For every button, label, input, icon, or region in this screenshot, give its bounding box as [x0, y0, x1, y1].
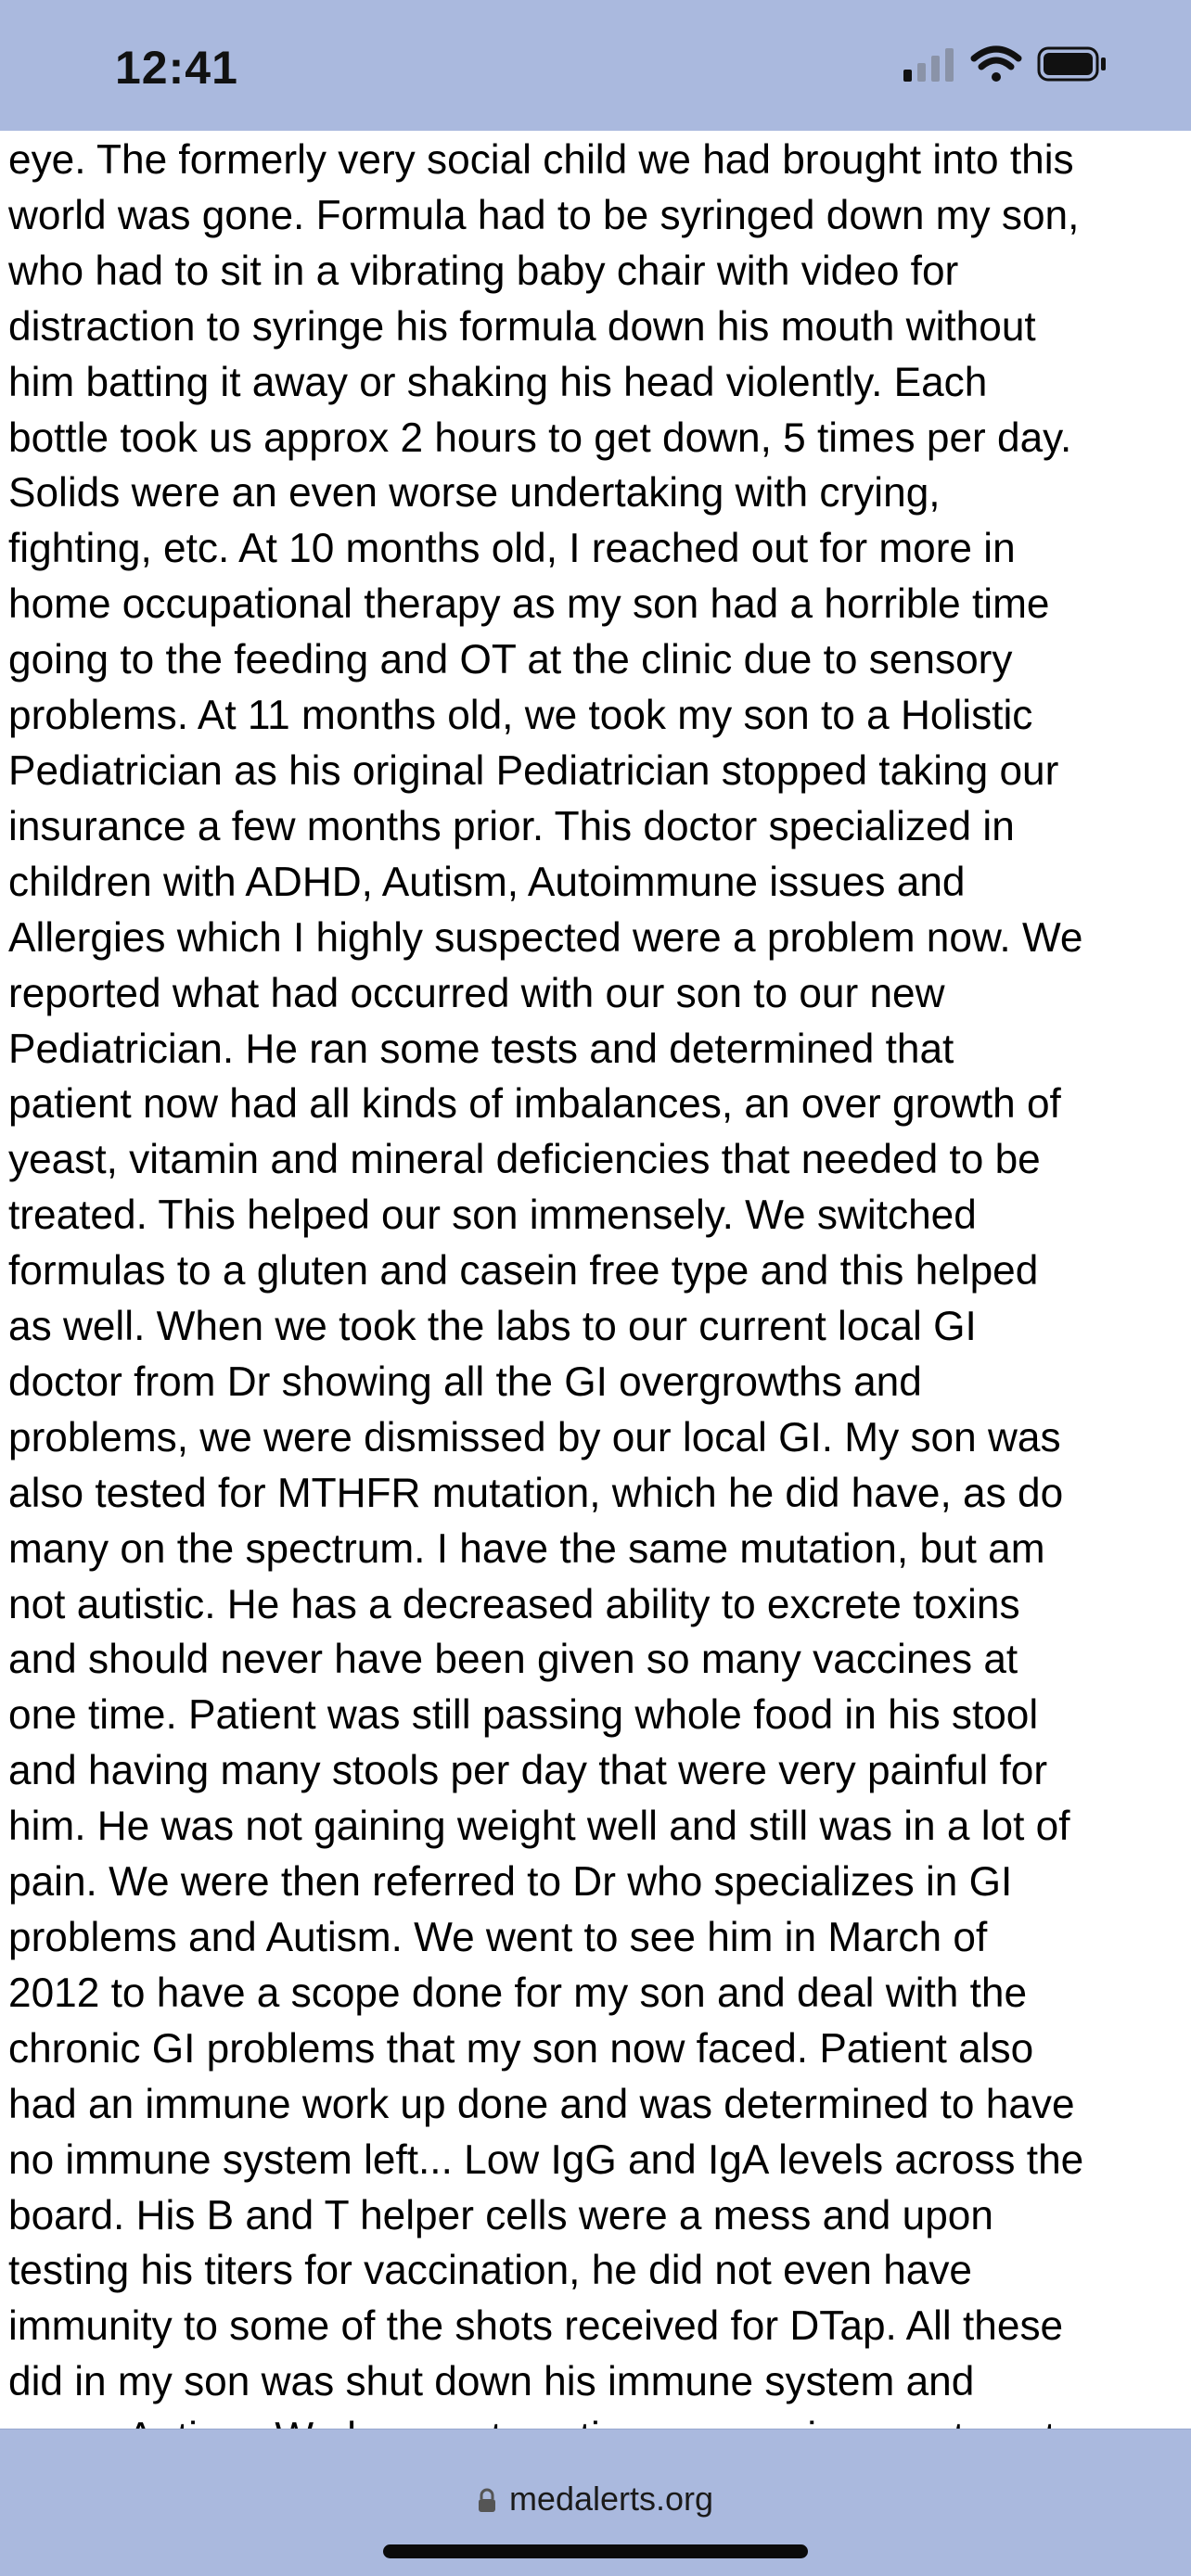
article-content — [0, 131, 1191, 2429]
article-text: eye. The formerly very social child we had brought into this world was gone. Formula had to be syringed down my son, who had to sit in a vibrating baby chair with video for distraction to syringe his formula down his mouth without him batting it away or shaking his head violently. Each bottle took us approx 2 hours to get down, 5 times per day. Solids were an even worse undertaking with crying, fighting, etc. At 10 months old, I reached out for more in home occupational therapy as my son had a horrible time going to the feeding and OT at the clinic due to sensory problems. At 11 months old, we took my son to a Holistic Pediatrician as his original Pediatrician stopped taking our insurance a few months prior. This doctor specialized in children with ADHD, Autism, Autoimmune issues and Allergies which I highly suspected were a problem now. We reported what had occurred with our son to our new Pediatrician. He ran some tests and determined that patient now had all kinds of imbalances, an over growth of yeast, vitamin and mineral deficiencies that needed to be treated. This helped our son immensely. We switched formulas to a gluten and casein free type and this helped as well. When we took the labs to our current local GI doctor from Dr showing all the GI overgrowths and problems, we were dismissed by our local GI. My son was also tested for MTHFR mutation, which he did have, as do many on the spectrum. I have the same mutation, but am not autistic. He has a decreased ability to excrete toxins and should never have been given so many vaccines at one time. Patient was still passing whole food in his stool and having many stools per day that were very painful for him. He was not gaining weight well and still was in a lot of pain. We were then referred to Dr who specializes in GI problems and Autism. We went to see him in March of 2012 to have a scope done for my son and deal with the chronic GI problems that my son now faced. Patient also had an immune work up done and was determined to have no immune system left... Low IgG and IgA levels across the board. His B and T helper cells were a mess and upon testing his titers for vaccination, he did not even have immunity to some of the shots received for DTap. All these did in my son was shut down his immune system and — [8, 137, 1084, 2405]
url-text: medalerts.org — [508, 2480, 714, 2518]
home-indicator[interactable] — [383, 2544, 808, 2558]
address-bar[interactable] — [0, 2480, 1191, 2519]
browser-bottom-bar — [0, 2429, 1191, 2576]
status-icons — [898, 43, 1121, 91]
lock-icon — [478, 2489, 496, 2513]
status-bar — [0, 0, 1191, 131]
battery-icon — [1039, 48, 1106, 80]
wifi-icon — [974, 49, 1018, 82]
cellular-signal-icon — [903, 48, 954, 82]
status-time: 12:41 — [115, 42, 238, 94]
